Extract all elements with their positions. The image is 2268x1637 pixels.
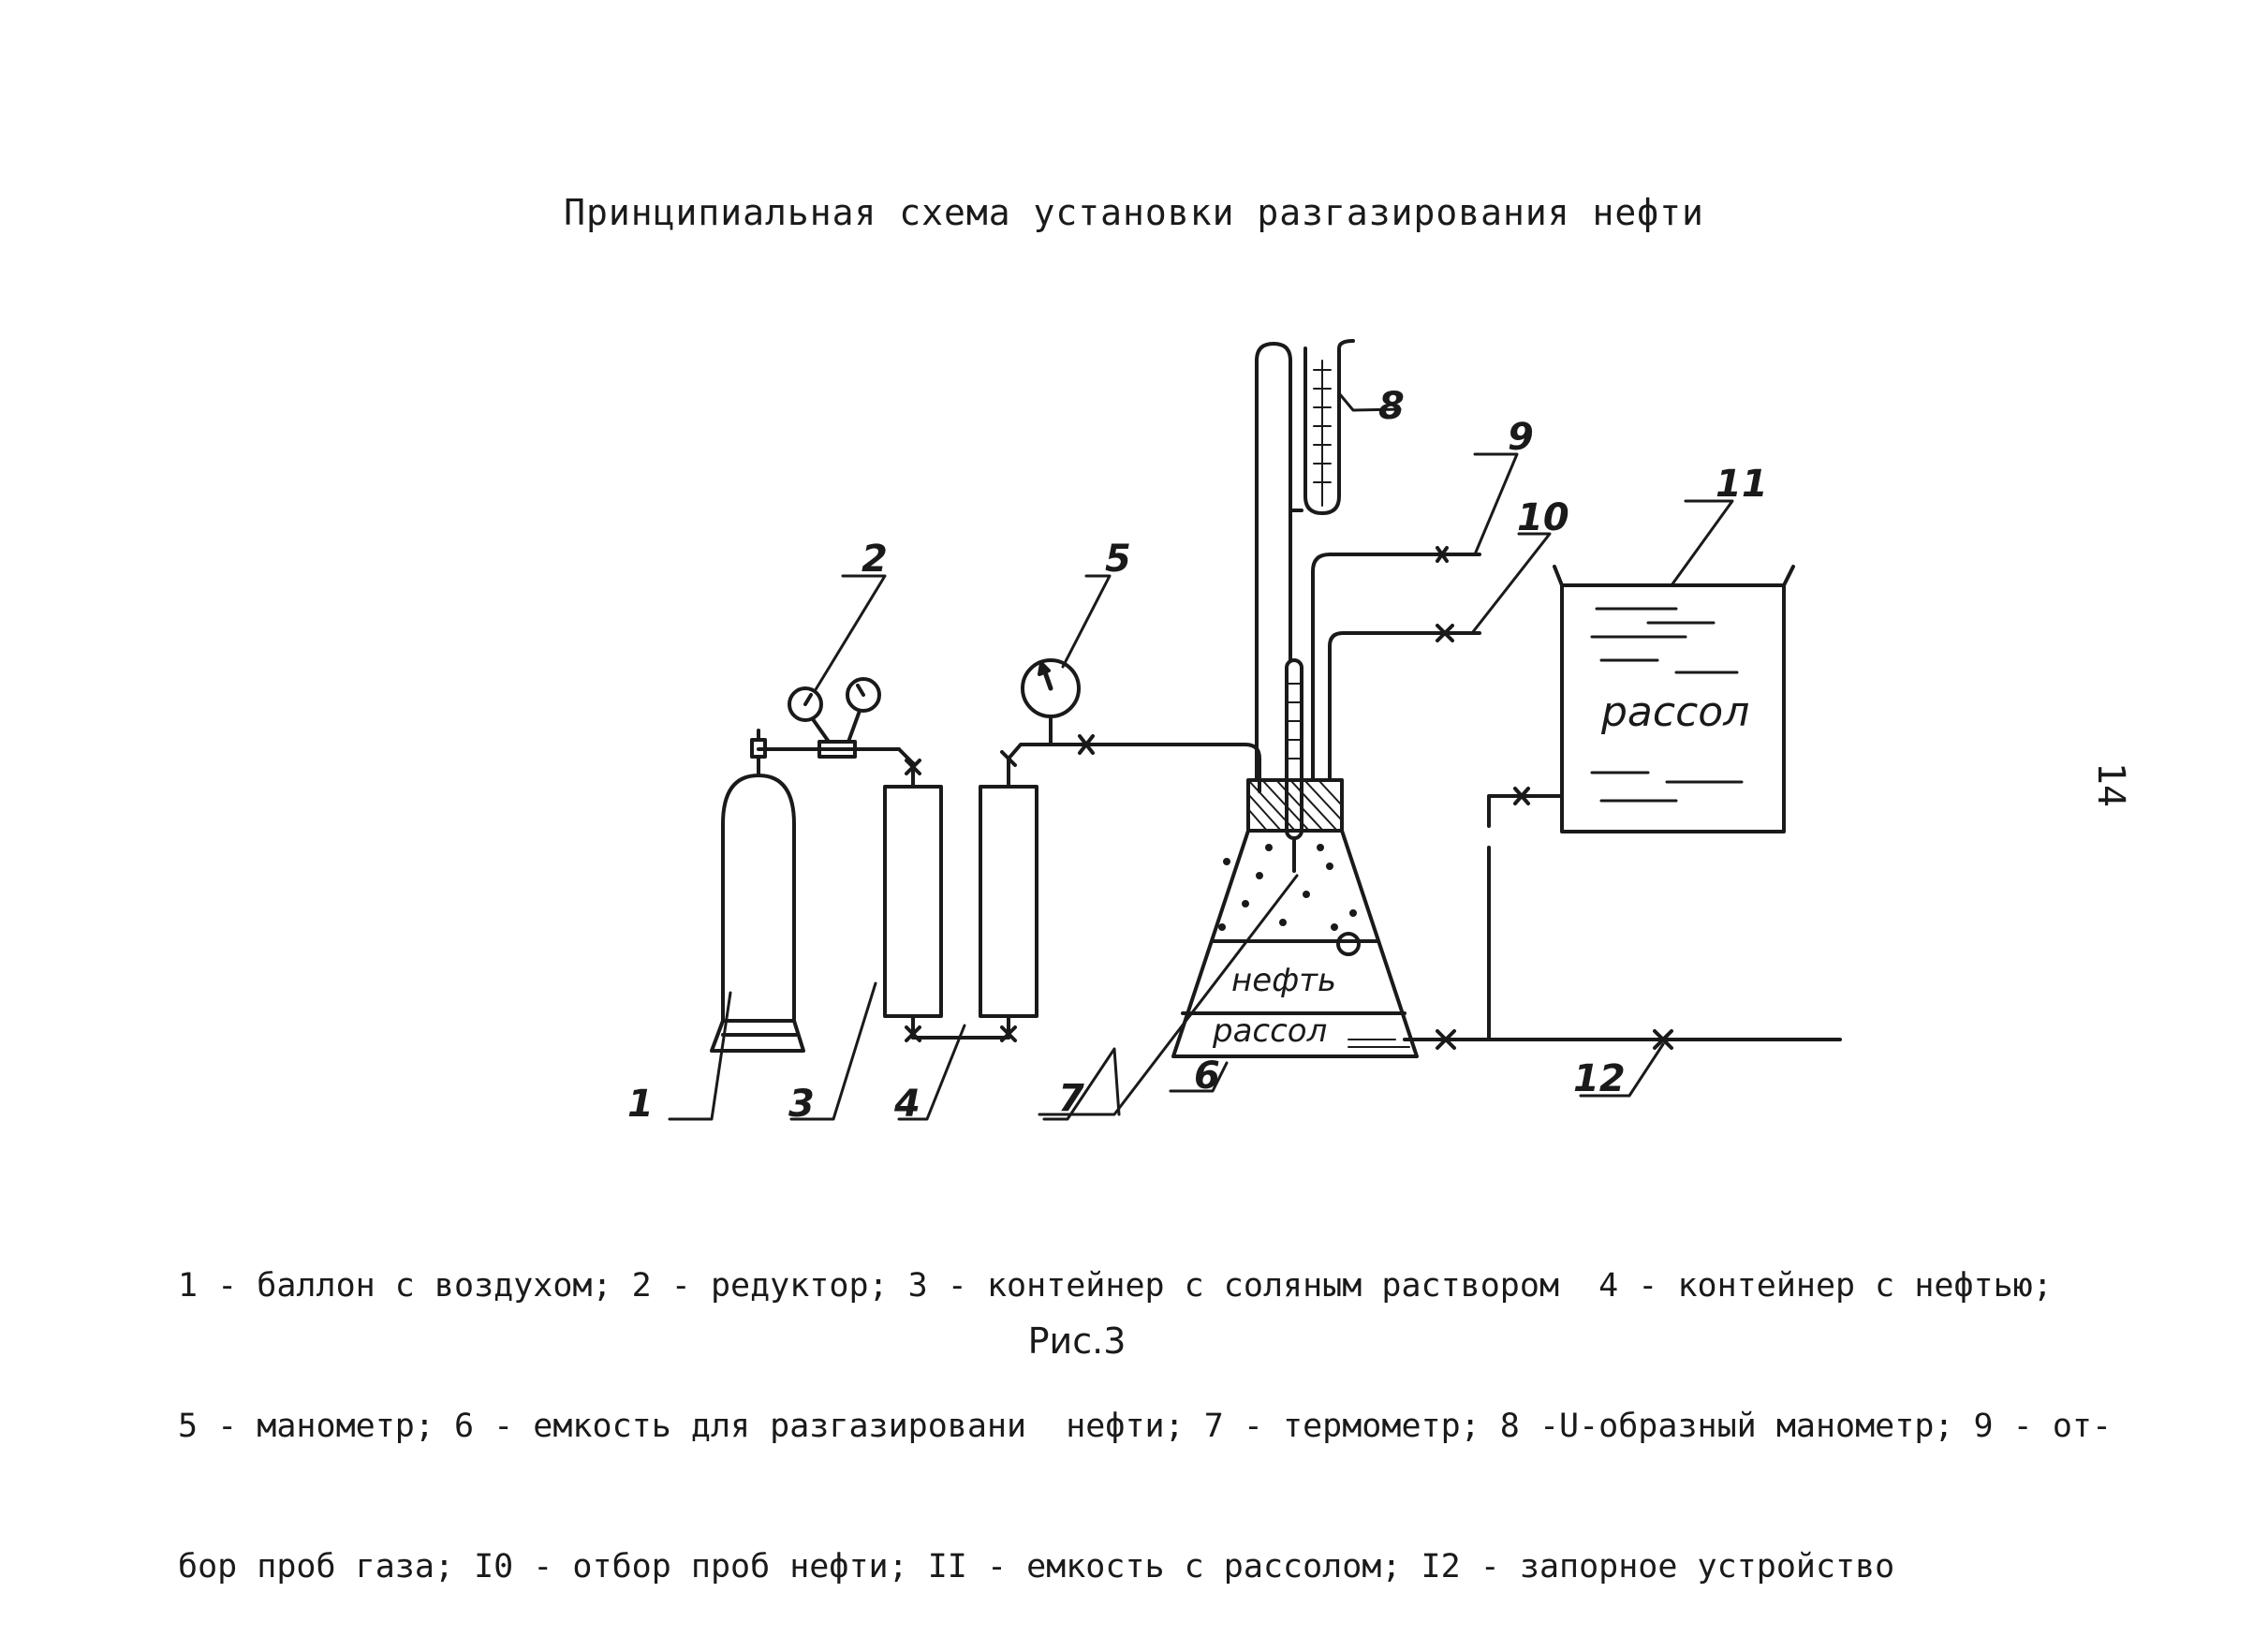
label-11: 11 — [1716, 463, 1768, 506]
brine-container — [885, 787, 941, 1016]
inlet-valve — [906, 760, 920, 787]
oil-sampling-line — [1330, 626, 1480, 780]
manometer — [1023, 660, 1079, 716]
brine-layer-label: рассол — [1213, 1012, 1328, 1050]
legend-line-2: 5 - манометр; 6 - емкость для разгазировани нефти; 7 - термометр; 8 -U-образный манометр; 9 - от- — [178, 1408, 2113, 1445]
tank-brine-label: рассол — [1601, 688, 1750, 736]
oil-layer-label: нефть — [1231, 962, 1337, 999]
label-3: 3 — [788, 1083, 815, 1126]
page-title: Принципиальная схема установки разгазирования нефти — [564, 192, 1704, 233]
reducer — [758, 679, 913, 763]
label-12: 12 — [1573, 1057, 1626, 1100]
label-2: 2 — [862, 538, 888, 581]
label-6: 6 — [1194, 1054, 1220, 1098]
figure-caption: Рис.3 — [1027, 1320, 1127, 1362]
thermometer — [1287, 660, 1302, 871]
legend-line-3: бор проб газа; I0 - отбор проб нефти; II - емкость с рассолом; I2 - запорное устройство — [178, 1548, 1895, 1585]
feed-line — [1002, 717, 1259, 791]
label-1: 1 — [627, 1083, 654, 1126]
oil-container — [980, 787, 1037, 1016]
legend-line-1: 1 - баллон с воздухом; 2 - редуктор; 3 - контейнер с соляным раствором 4 - контейнер с нефтью; — [178, 1267, 2053, 1305]
label-8: 8 — [1378, 385, 1405, 428]
gas-sampling-line — [1313, 548, 1480, 780]
label-9: 9 — [1508, 416, 1534, 459]
page-number: 14 — [2089, 761, 2133, 808]
label-7: 7 — [1058, 1077, 1084, 1120]
label-5: 5 — [1105, 538, 1131, 581]
brine-line — [1405, 789, 1840, 1048]
air-cylinder — [712, 730, 803, 1051]
legend — [178, 1169, 2113, 1637]
label-10: 10 — [1517, 496, 1569, 539]
label-4: 4 — [894, 1083, 920, 1126]
u-manometer — [1257, 341, 1353, 780]
